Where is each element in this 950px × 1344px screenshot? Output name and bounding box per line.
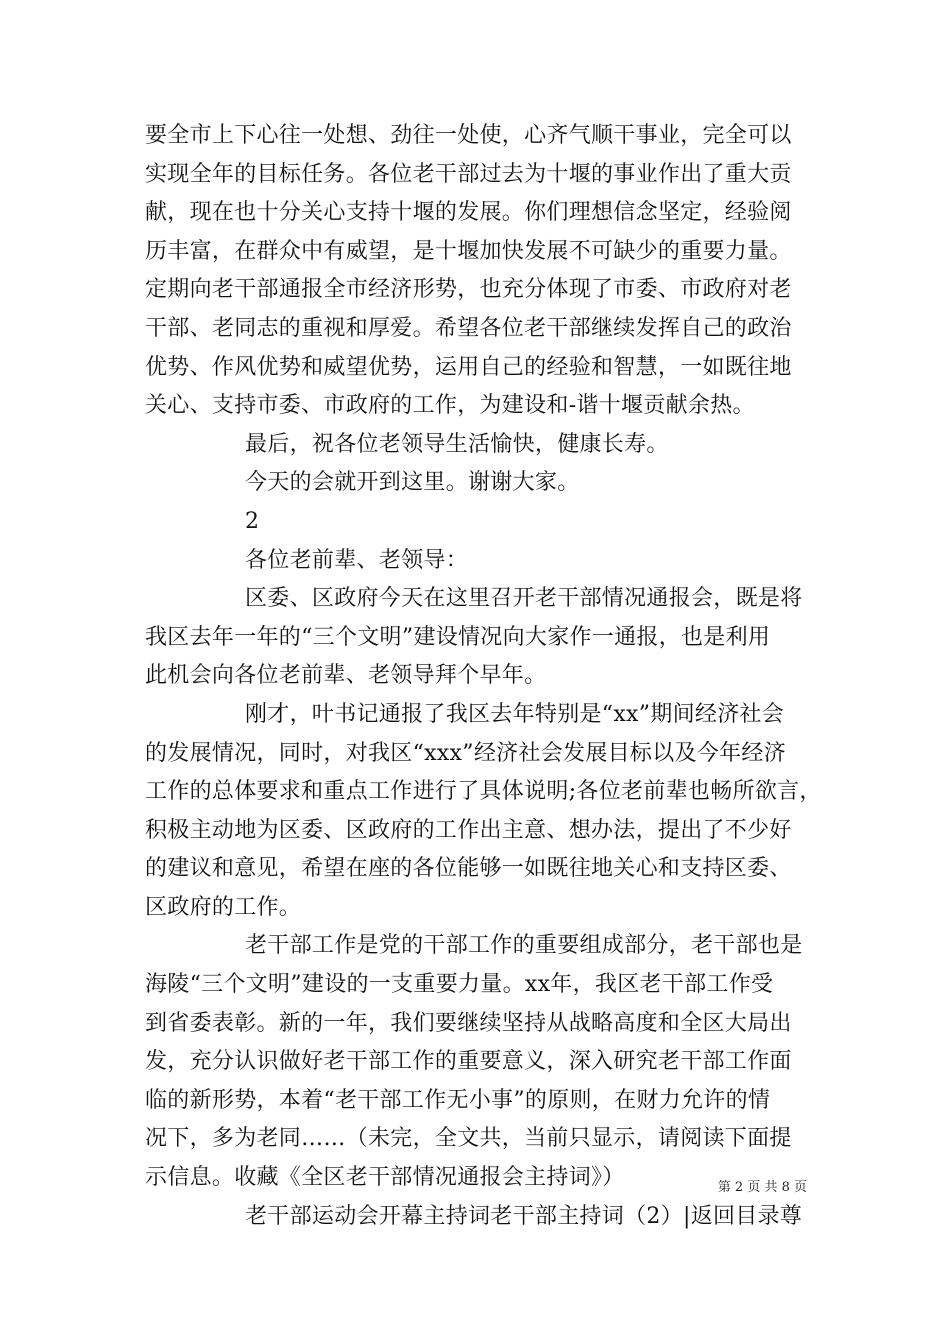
text-line: 的发展情况，同时，对我区“xxx”经济社会发展目标以及今年经济 [145,740,787,766]
text-line: 优势、作风优势和威望优势，运用自己的经验和智慧，一如既往地 [145,354,792,380]
text-line: 我区去年一年的“三个文明”建设情况向大家作一通报，也是利用 [145,624,771,650]
document-body [145,117,822,1236]
text-line: 示信息。收藏《全区老干部情况通报会主持词》） [145,1165,625,1191]
text-line: 老干部工作是党的干部工作的重要组成部分，老干部也是 [245,933,803,959]
text-line: 工作的总体要求和重点工作进行了具体说明;各位老前辈也畅所欲言， [145,779,822,805]
text-line: 区政府的工作。 [145,894,302,920]
text-line: 最后，祝各位老领导生活愉快，健康长寿。 [245,431,669,457]
text-line: 况下，多为老同……（未完，全文共，当前只显示，请阅读下面提 [145,1126,792,1152]
text-line: 此机会向各位老前辈、老领导拜个早年。 [145,663,547,689]
text-line: 到省委表彰。新的一年，我们要继续坚持从战略高度和全区大局出 [145,1010,792,1036]
page-footer: 第 2 页 共 8 页 [717,1180,807,1195]
text-line: 干部、老同志的重视和厚爱。希望各位老干部继续发挥自己的政治 [145,315,792,341]
text-line: 献，现在也十分关心支持十堰的发展。你们理想信念坚定，经验阅 [145,200,792,226]
text-line: 临的新形势，本着“老干部工作无小事”的原则，在财力允许的情 [145,1087,771,1113]
text-line: 发，充分认识做好老干部工作的重要意义，深入研究老干部工作面 [145,1049,792,1075]
text-line: 关心、支持市委、市政府的工作，为建设和-谐十堰贡献余热。 [145,393,755,419]
text-line: 要全市上下心往一处想、劲往一处使，心齐气顺干事业，完全可以 [145,123,792,148]
text-line: 刚才，叶书记通报了我区去年特别是“xx”期间经济社会 [245,701,785,727]
text-line: 老干部运动会开幕主持词老干部主持词（2）|返回目录尊 [245,1203,803,1229]
text-line: 今天的会就开到这里。谢谢大家。 [245,470,580,496]
text-line: 积极主动地为区委、区政府的工作出主意、想办法，提出了不少好 [145,817,792,843]
salutation: 各位老前辈、老领导： [245,547,469,573]
text-line: 海陵“三个文明”建设的一支重要力量。xx年，我区老干部工作受 [145,972,774,998]
text-line: 实现全年的目标任务。各位老干部过去为十堰的事业作出了重大贡 [145,161,792,187]
section-number: 2 [245,508,260,534]
text-line: 的建议和意见，希望在座的各位能够一如既往地关心和支持区委、 [145,856,792,882]
text-line: 历丰富，在群众中有威望，是十堰加快发展不可缺少的重要力量。 [145,238,792,264]
text-line: 区委、区政府今天在这里召开老干部情况通报会，既是将 [245,586,803,612]
text-line: 定期向老干部通报全市经济形势，也充分体现了市委、市政府对老 [145,277,792,303]
